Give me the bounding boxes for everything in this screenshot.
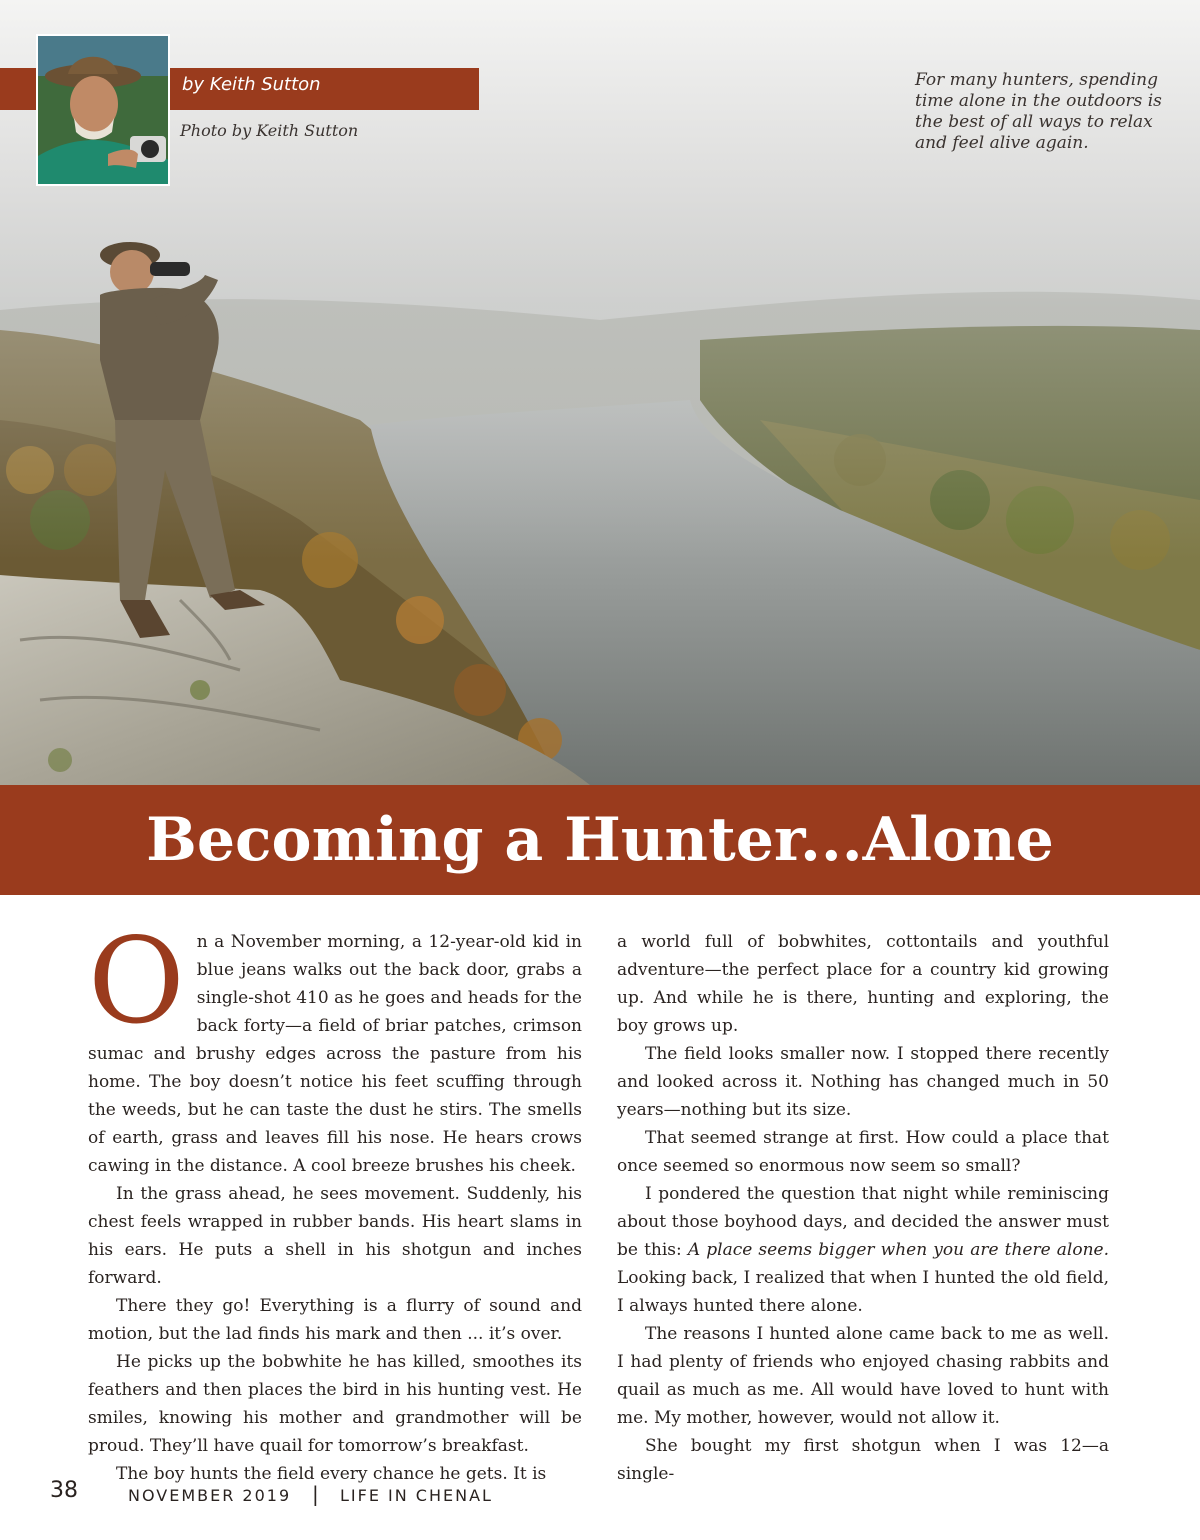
article-column-left xyxy=(88,912,582,1488)
page-number: 38 xyxy=(50,1478,78,1503)
title-band xyxy=(0,785,1200,895)
article-paragraph: a world full of bobwhites, cottontails and youthful adventure—the perfect place for a country kid growing up. And while he is there, hunting and exploring, the boy grows up. xyxy=(617,932,1109,1036)
author-byline: by Keith Sutton xyxy=(182,74,321,95)
paragraph-text: I pondered the question that night while reminiscing about those boyhood days, and decided the answer must be this: xyxy=(617,1184,1109,1260)
footer-magazine-name: LIFE IN CHENAL xyxy=(340,1486,493,1505)
photo-credit: Photo by Keith Sutton xyxy=(180,121,359,140)
paragraph-text: Looking back, I realized that when I hunted the old field, I always hunted there alone. xyxy=(617,1268,1109,1316)
article-paragraph: The boy hunts the field every chance he gets. It is xyxy=(116,1464,547,1484)
article-paragraph: There they go! Everything is a flurry of sound and motion, but the lad finds his mark and then ... it’s over. xyxy=(88,1296,582,1344)
drop-cap: O xyxy=(88,912,185,1050)
article-paragraph: He picks up the bobwhite he has killed, smoothes its feathers and then places the bird in his hunting vest. He smiles, knowing his mother and grandmother will be proud. They’ll have quail for tomorrow’s breakfast. xyxy=(88,1352,582,1456)
article-paragraph xyxy=(617,1180,1109,1320)
article-title: Becoming a Hunter...Alone xyxy=(146,805,1054,875)
article-paragraph: She bought my first shotgun when I was 12—a single- xyxy=(617,1436,1109,1484)
article-paragraph xyxy=(88,912,582,1180)
article-paragraph: The field looks smaller now. I stopped there recently and looked across it. Nothing has changed much in 50 years—nothing but its size. xyxy=(617,1044,1109,1120)
paragraph-text: n a November morning, a 12-year-old kid in blue jeans walks out the back door, grabs a single-shot 410 as he goes and heads for the back forty—a field of briar patches, crimson sumac and brushy edges across the pasture from his home. The boy doesn’t notice his feet scuffing through the weeds, but he can taste the dust he stirs. The smells of earth, grass and leaves fill his nose. He hears crows cawing in the distance. A cool breeze brushes his cheek. xyxy=(88,932,582,1176)
author-headshot-illustration xyxy=(38,36,170,186)
photo-caption: For many hunters, spending time alone in the outdoors is the best of all ways to relax and feel alive again. xyxy=(915,70,1162,153)
article-column-right xyxy=(617,928,1109,1488)
footer-separator: | xyxy=(312,1482,319,1506)
article-paragraph: The reasons I hunted alone came back to me as well. I had plenty of friends who enjoyed chasing rabbits and quail as much as me. All would have loved to hunt with me. My mother, however, would not allow it. xyxy=(617,1324,1109,1428)
article-paragraph: That seemed strange at first. How could a place that once seemed so enormous now seem so small? xyxy=(617,1128,1109,1176)
article-paragraph: In the grass ahead, he sees movement. Suddenly, his chest feels wrapped in rubber bands. His heart slams in his ears. He puts a shell in his shotgun and inches forward. xyxy=(88,1184,582,1288)
emphasized-text: A place seems bigger when you are there alone. xyxy=(687,1240,1110,1260)
author-headshot xyxy=(36,34,170,186)
footer-issue-date: NOVEMBER 2019 xyxy=(128,1486,292,1505)
